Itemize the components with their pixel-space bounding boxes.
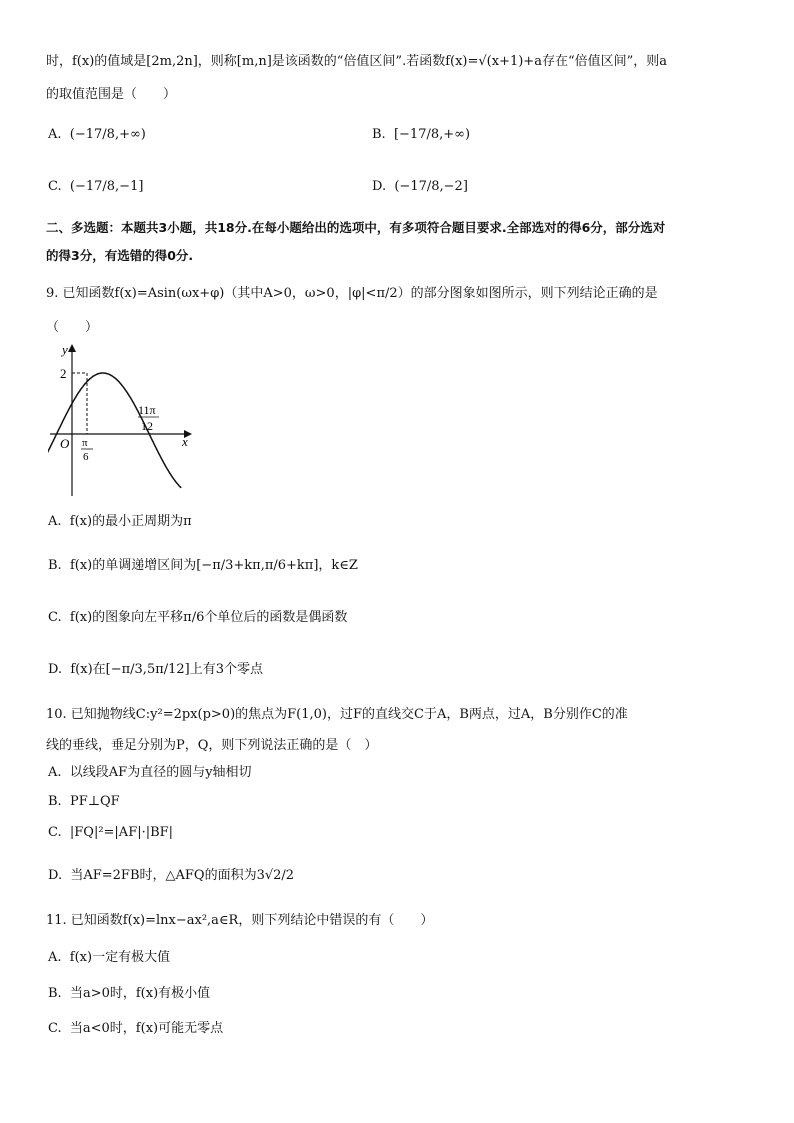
q11-option-a[interactable] (48, 948, 170, 968)
option-text: f(x)在[−π/3,5π/12]上有3个零点 (70, 662, 264, 677)
q9-sine-graph (48, 340, 198, 500)
x-axis-label: x (182, 434, 188, 449)
q10-option-c[interactable] (48, 823, 173, 843)
option-text: 以线段AF为直径的圆与y轴相切 (69, 765, 252, 780)
option-label: C. (48, 610, 62, 625)
option-text: PF⊥QF (69, 794, 120, 809)
option-text: f(x)一定有极大值 (69, 950, 171, 965)
option-label: B. (48, 986, 62, 1001)
q10-option-d[interactable] (48, 866, 294, 886)
option-label: A. (48, 765, 62, 780)
q8-stem-line2: 的取值范围是（ ） (46, 87, 177, 102)
sine-curve (48, 373, 181, 488)
option-label: B. (48, 558, 62, 573)
option-text: f(x)的图象向左平移π/6个单位后的函数是偶函数 (69, 610, 348, 625)
q8-stem-line1: 时，f(x)的值域是[2m,2n]，则称[m,n]是该函数的“倍值区间”.若函数f(x)=√(x+1)+a存在“倍值区间”，则a (46, 54, 667, 69)
q11-stem: 11. 已知函数f(x)=lnx−ax²,a∈R，则下列结论中错误的有（ ） (46, 913, 434, 928)
option-label: D. (48, 868, 63, 883)
q10-option-b[interactable] (48, 792, 120, 812)
option-text: 当a>0时，f(x)有极小值 (69, 986, 211, 1001)
option-text: f(x)的单调递增区间为[−π/3+kπ,π/6+kπ]，k∈Z (69, 558, 358, 573)
section-2-heading-line1: 二、多选题：本题共3小题，共18分.在每小题给出的选项中，有多项符合题目要求.全部选对的得6分，部分选对 (46, 220, 666, 235)
zero-x-denominator: 12 (141, 419, 153, 433)
peak-x-denominator: 6 (83, 451, 89, 463)
q9-stem-line2: （ ） (46, 320, 99, 335)
q10-option-a[interactable] (48, 763, 252, 783)
option-text: 当AF=2FB时，△AFQ的面积为3√2/2 (70, 868, 295, 883)
option-label: C. (48, 1021, 62, 1036)
max-value-label: 2 (60, 366, 67, 381)
peak-x-numerator: π (82, 437, 88, 449)
option-text: (−17/8,−1] (69, 179, 144, 194)
q9-option-b[interactable] (48, 556, 358, 576)
q9-option-a[interactable] (48, 512, 192, 532)
option-label: A. (48, 127, 62, 142)
y-axis-label: y (62, 342, 68, 357)
q8-option-d[interactable] (372, 177, 468, 197)
option-text: f(x)的最小正周期为π (69, 514, 192, 529)
q10-stem-line1: 10. 已知抛物线C:y²=2px(p>0)的焦点为F(1,0)，过F的直线交C于A，B两点，过A，B分别作C的准 (46, 707, 628, 722)
option-text: [−17/8,+∞) (393, 127, 471, 142)
q9-option-d[interactable] (48, 660, 263, 680)
q11-option-b[interactable] (48, 984, 210, 1004)
option-text: |FQ|²=|AF|·|BF| (69, 825, 174, 840)
option-text: (−17/8,−2] (394, 179, 468, 194)
q11-option-c[interactable] (48, 1019, 223, 1039)
option-label: D. (372, 179, 387, 194)
q8-option-b[interactable] (372, 125, 470, 145)
zero-x-numerator: 11π (138, 403, 156, 417)
q10-stem-line2: 线的垂线，垂足分别为P，Q，则下列说法正确的是（ ） (46, 738, 378, 753)
option-text: 当a<0时，f(x)可能无零点 (69, 1021, 224, 1036)
option-label: C. (48, 179, 62, 194)
y-axis-arrow-icon (68, 344, 76, 352)
q8-option-a[interactable] (48, 125, 146, 145)
option-label: B. (48, 794, 62, 809)
option-label: A. (48, 514, 62, 529)
q8-option-c[interactable] (48, 177, 143, 197)
q9-option-c[interactable] (48, 608, 347, 628)
option-label: A. (48, 950, 62, 965)
option-label: D. (48, 662, 63, 677)
option-text: (−17/8,+∞) (69, 127, 146, 142)
q9-stem-line1: 9. 已知函数f(x)=Asin(ωx+φ)（其中A>0，ω>0，|φ|<π/2）的部分图象如图所示，则下列结论正确的是 (46, 286, 658, 301)
option-label: C. (48, 825, 62, 840)
origin-label: O (60, 436, 70, 451)
section-2-heading-line2: 的得3分，有选错的得0分. (46, 248, 194, 263)
option-label: B. (372, 127, 386, 142)
